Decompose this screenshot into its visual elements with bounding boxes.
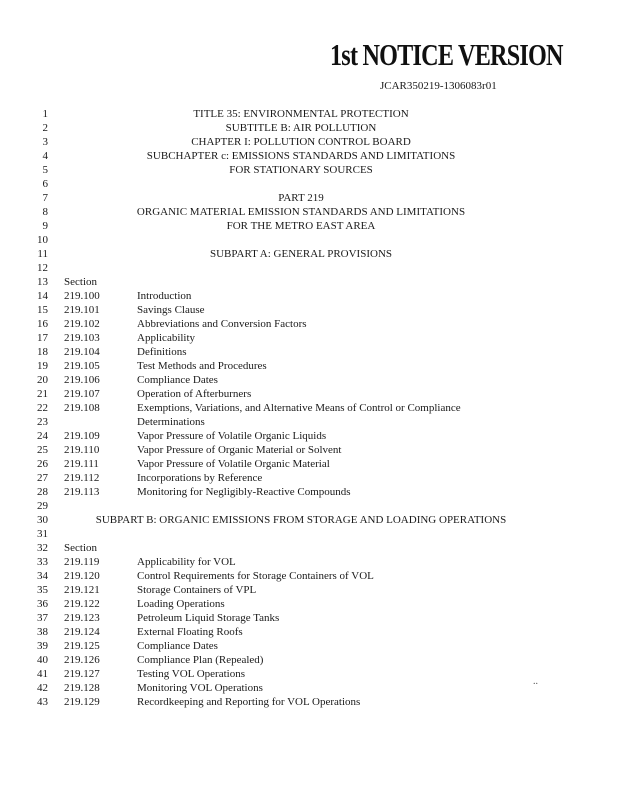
subpart-a-section-number: 219.111	[64, 458, 99, 470]
line-number: 3	[42, 136, 48, 148]
subpart-b-section-number: 219.127	[64, 668, 100, 680]
line-number: 17	[37, 332, 48, 344]
line-number: 30	[37, 514, 48, 526]
subpart-b-section-title: Control Requirements for Storage Containers of VOL	[137, 570, 374, 582]
line-number: 28	[37, 486, 48, 498]
subpart-a-section-title: Vapor Pressure of Volatile Organic Material	[137, 458, 330, 470]
subpart-a-section-title: Definitions	[137, 346, 187, 358]
line-number: 12	[37, 262, 48, 274]
line-number: 4	[42, 150, 48, 162]
subpart-b-section-number: 219.128	[64, 682, 100, 694]
subpart-b-section-title: Loading Operations	[137, 598, 225, 610]
line-number: 34	[37, 570, 48, 582]
subpart-b-section-title: Applicability for VOL	[137, 556, 236, 568]
subpart-b-section-title: Testing VOL Operations	[137, 668, 245, 680]
subpart-a-section-title: Test Methods and Procedures	[137, 360, 267, 372]
heading-subpart-b: SUBPART B: ORGANIC EMISSIONS FROM STORAGE AND LOADING OPERATIONS	[95, 514, 507, 526]
subpart-b-section-number: 219.129	[64, 696, 100, 708]
subpart-a-section-title: Abbreviations and Conversion Factors	[137, 318, 307, 330]
line-number: 36	[37, 598, 48, 610]
heading-subpart-a: SUBPART A: GENERAL PROVISIONS	[210, 248, 392, 260]
subpart-a-section-number: 219.113	[64, 486, 100, 498]
line-number: 23	[37, 416, 48, 428]
subpart-b-section-number: 219.120	[64, 570, 100, 582]
heading-part-title-cont: FOR THE METRO EAST AREA	[226, 220, 376, 232]
line-number: 40	[37, 654, 48, 666]
heading-part: PART 219	[278, 192, 324, 204]
line-number: 31	[37, 528, 48, 540]
subpart-b-section-title: External Floating Roofs	[137, 626, 243, 638]
heading-subtitle: SUBTITLE B: AIR POLLUTION	[225, 122, 377, 134]
line-number: 27	[37, 472, 48, 484]
subpart-b-section-title: Compliance Dates	[137, 640, 218, 652]
line-number: 11	[37, 248, 48, 260]
document-id: JCAR350219-1306083r01	[380, 80, 497, 92]
subpart-a-section-title: Introduction	[137, 290, 192, 302]
heading-chapter: CHAPTER I: POLLUTION CONTROL BOARD	[191, 136, 411, 148]
subpart-a-section-title: Vapor Pressure of Volatile Organic Liquids	[137, 430, 327, 442]
line-number: 43	[37, 696, 48, 708]
subpart-b-section-title: Compliance Plan (Repealed)	[137, 654, 264, 666]
line-number: 20	[37, 374, 48, 386]
subpart-b-section-title: Petroleum Liquid Storage Tanks	[137, 612, 280, 624]
line-number: 7	[42, 192, 48, 204]
line-number: 19	[37, 360, 48, 372]
subpart-a-section-number: 219.103	[64, 332, 100, 344]
subpart-b-section-number: 219.124	[64, 626, 100, 638]
section-label-b: Section	[64, 542, 97, 554]
subpart-a-section-number: 219.106	[64, 374, 100, 386]
subpart-a-section-number: 219.107	[64, 388, 100, 400]
line-number: 22	[37, 402, 48, 414]
line-number: 35	[37, 584, 48, 596]
heading-subchapter: SUBCHAPTER c: EMISSIONS STANDARDS AND LIMITATIONS	[146, 150, 456, 162]
line-number: 16	[37, 318, 48, 330]
line-number: 29	[37, 500, 48, 512]
subpart-a-section-title: Vapor Pressure of Organic Material or Solvent	[137, 444, 342, 456]
line-number: 2	[42, 122, 48, 134]
line-number: 39	[37, 640, 48, 652]
subpart-a-section-number: 219.110	[64, 444, 100, 456]
subpart-a-section-number: 219.100	[64, 290, 100, 302]
line-number: 37	[37, 612, 48, 624]
subpart-a-section-title-cont: Determinations	[137, 416, 205, 428]
subpart-b-section-number: 219.123	[64, 612, 100, 624]
subpart-a-section-title: Monitoring for Negligibly-Reactive Compounds	[137, 486, 351, 498]
subpart-b-section-number: 219.121	[64, 584, 100, 596]
line-number: 14	[37, 290, 48, 302]
line-number: 5	[42, 164, 48, 176]
line-number: 1	[42, 108, 48, 120]
subpart-a-section-title: Operation of Afterburners	[137, 388, 252, 400]
line-number: 13	[37, 276, 48, 288]
subpart-a-section-title: Savings Clause	[137, 304, 205, 316]
line-number: 15	[37, 304, 48, 316]
subpart-a-section-title: Incorporations by Reference	[137, 472, 263, 484]
heading-part-title: ORGANIC MATERIAL EMISSION STANDARDS AND LIMITATIONS	[136, 206, 466, 218]
line-number: 18	[37, 346, 48, 358]
subpart-b-section-title: Monitoring VOL Operations	[137, 682, 263, 694]
line-number: 9	[42, 220, 48, 232]
subpart-b-section-title: Storage Containers of VPL	[137, 584, 257, 596]
subpart-a-section-number: 219.112	[64, 472, 100, 484]
line-number: 24	[37, 430, 48, 442]
scan-speck: ..	[533, 676, 538, 687]
subpart-a-section-title: Compliance Dates	[137, 374, 218, 386]
heading-title: TITLE 35: ENVIRONMENTAL PROTECTION	[193, 108, 409, 120]
notice-version-stamp: 1st NOTICE VERSION	[330, 37, 563, 72]
subpart-a-section-number: 219.108	[64, 402, 100, 414]
subpart-b-section-number: 219.125	[64, 640, 100, 652]
subpart-b-section-number: 219.122	[64, 598, 100, 610]
subpart-b-section-number: 219.126	[64, 654, 100, 666]
line-number: 8	[42, 206, 48, 218]
subpart-a-section-number: 219.101	[64, 304, 100, 316]
section-label-a: Section	[64, 276, 97, 288]
line-number: 21	[37, 388, 48, 400]
line-number: 10	[37, 234, 48, 246]
subpart-a-section-number: 219.104	[64, 346, 100, 358]
subpart-a-section-title: Applicability	[137, 332, 196, 344]
line-number: 41	[37, 668, 48, 680]
heading-subchapter-cont: FOR STATIONARY SOURCES	[229, 164, 373, 176]
line-number: 42	[37, 682, 48, 694]
subpart-b-section-title: Recordkeeping and Reporting for VOL Operations	[137, 696, 361, 708]
subpart-a-section-number: 219.102	[64, 318, 100, 330]
subpart-a-section-number: 219.109	[64, 430, 100, 442]
subpart-a-section-number: 219.105	[64, 360, 100, 372]
line-number: 6	[42, 178, 48, 190]
line-number: 26	[37, 458, 48, 470]
subpart-b-section-number: 219.119	[64, 556, 100, 568]
line-number: 33	[37, 556, 48, 568]
subpart-a-section-title: Exemptions, Variations, and Alternative Means of Control or Compliance	[137, 402, 461, 414]
line-number: 25	[37, 444, 48, 456]
line-number: 32	[37, 542, 48, 554]
line-number: 38	[37, 626, 48, 638]
